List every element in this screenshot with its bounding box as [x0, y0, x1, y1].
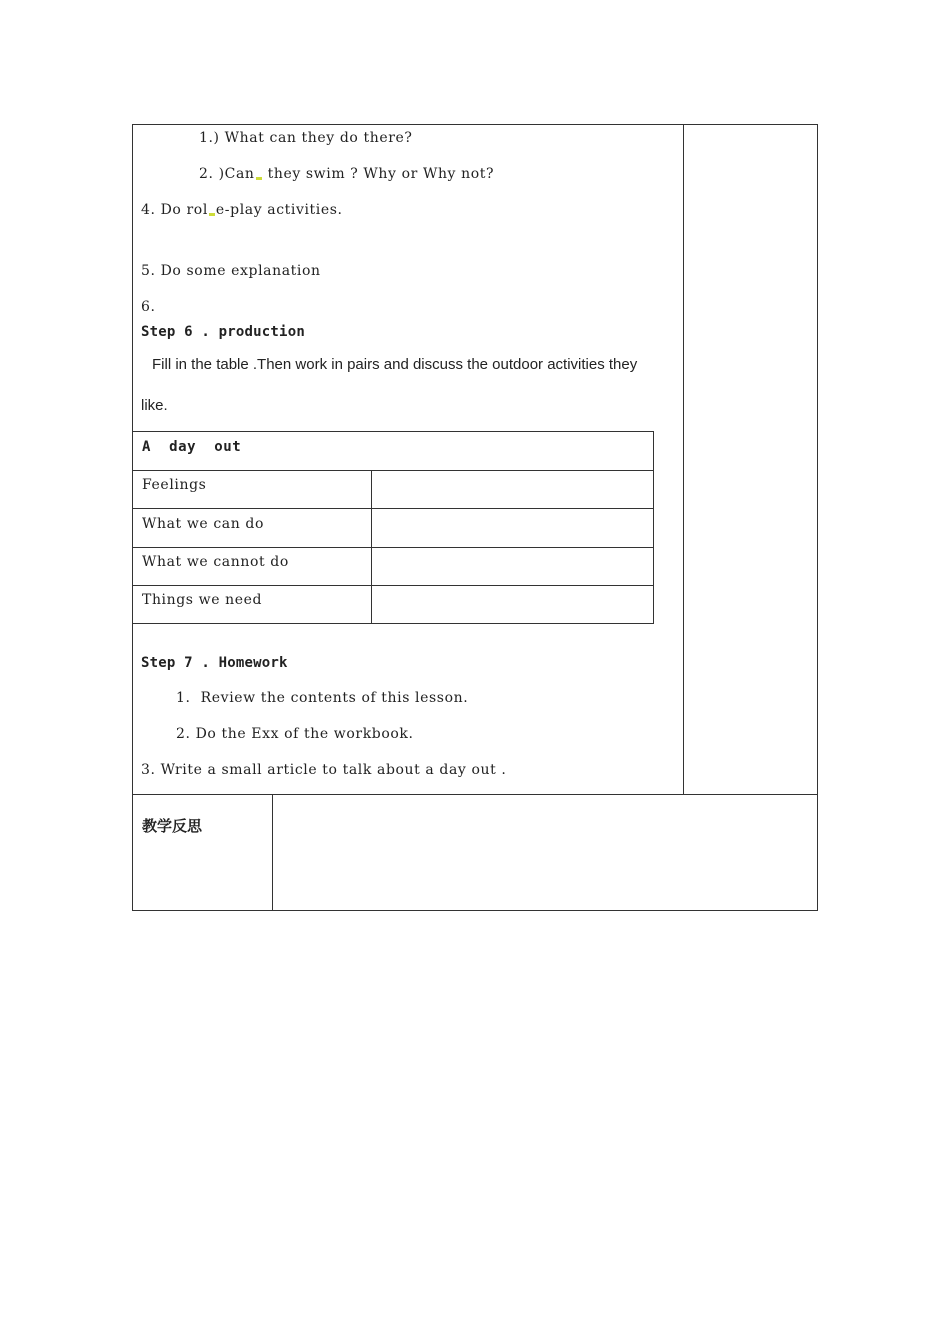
step-6-instruction: Fill in the table .Then work in pairs and discuss the outdoor activities they [152, 356, 638, 373]
highlight-mark [209, 213, 215, 216]
step-6-instruction-cont: like. [141, 397, 168, 414]
table-row-label: What we can do [142, 516, 264, 532]
table-column-line [371, 470, 372, 624]
homework-item-2: 2. Do the Exx of the workbook. [176, 726, 414, 742]
question-2-part-b: they swim ? Why or Why not? [262, 166, 495, 182]
table-row-label: What we cannot do [142, 554, 289, 570]
column-divider [683, 124, 684, 795]
step-4-part-a: 4. Do rol [141, 202, 208, 218]
reflection-divider [272, 795, 273, 911]
table-row-line [133, 547, 653, 548]
homework-item-1: 1. Review the contents of this lesson. [176, 690, 469, 706]
table-row-label: Feelings [142, 477, 207, 493]
question-2 [199, 165, 494, 183]
step-7-title: Step 7 . Homework [141, 655, 288, 671]
reflection-label: 教学反思 [142, 817, 203, 835]
row-divider [132, 794, 818, 795]
homework-item-3: 3. Write a small article to talk about a day out . [141, 762, 507, 778]
table-row-line [133, 508, 653, 509]
highlight-mark [256, 177, 262, 180]
step-4-line [141, 201, 343, 219]
table-row-line [133, 585, 653, 586]
table-row-label: Things we need [142, 592, 263, 608]
day-out-table [132, 431, 654, 624]
table-header: A day out [142, 439, 242, 455]
step-6-number: 6. [141, 299, 156, 315]
step-4-part-b: e-play activities. [215, 202, 343, 218]
table-row-line [133, 470, 653, 471]
step-6-title: Step 6 . production [141, 324, 305, 340]
step-5-line: 5. Do some explanation [141, 263, 321, 279]
question-1: 1.) What can they do there? [199, 130, 413, 146]
question-2-part-a: 2. )Can [199, 166, 255, 182]
